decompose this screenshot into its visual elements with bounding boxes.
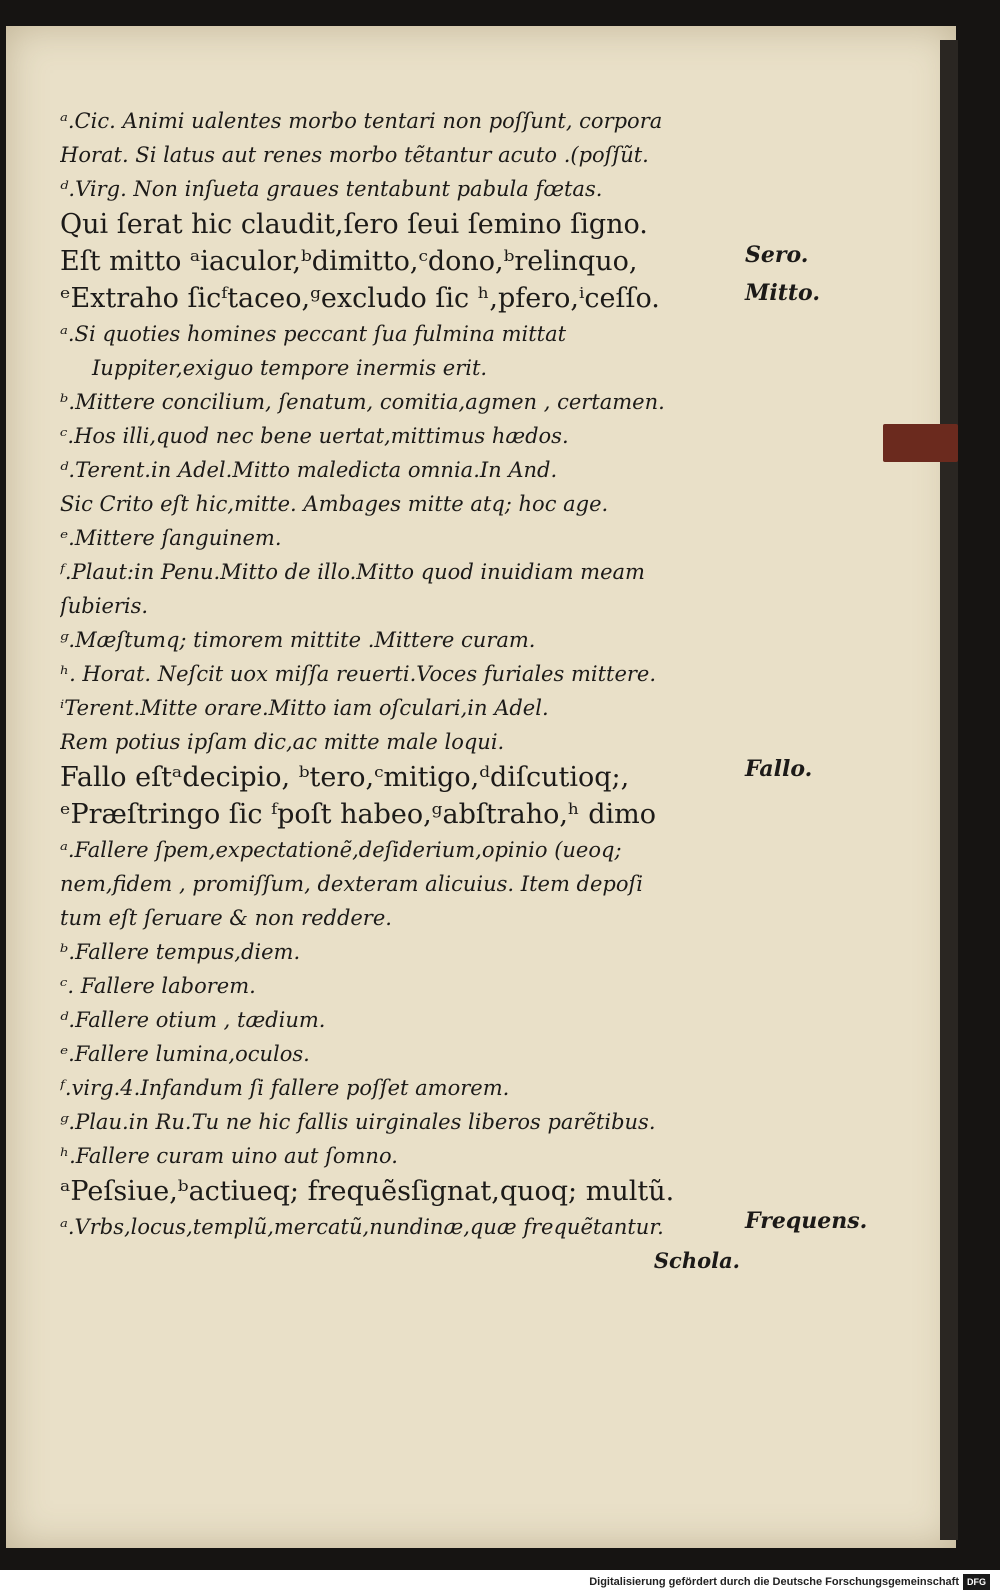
text-line: nem,fidem , promiſſum, dexteram alicuius. Item depoſi xyxy=(60,872,643,896)
text-line: ᵍ.Mæſtumq; timorem mittite .Mittere curam. xyxy=(60,628,536,652)
text-line: ᶜ.Hos illi,quod nec bene uertat,mittimus hædos. xyxy=(60,424,569,448)
text-line: ᵉExtraho ſicᶠtaceo,ᵍexcludo ſic ʰ,pfero,ⁱceſſo. xyxy=(60,283,660,314)
text-line: ᵃPeſsiue,ᵇactiueq; frequẽsſignat,quoq; multũ. xyxy=(60,1176,675,1207)
text-line: ᵃ.Vrbs,locus,templũ,mercatũ,nundinæ,quæ frequẽtantur. xyxy=(60,1215,664,1239)
text-line: ʰ. Horat. Neſcit uox miſſa reuerti.Voces furiales mittere. xyxy=(60,662,657,686)
text-line: ᵇ.Mittere concilium, ſenatum, comitia,agmen , certamen. xyxy=(60,390,665,414)
text-line: ᵉPræſtringo ſic ᶠpoſt habeo,ᵍabſtraho,ʰ dimo xyxy=(60,799,656,830)
text-line: ᵃ.Cic. Animi ualentes morbo tentari non poſſunt, corpora xyxy=(60,109,663,133)
text-line: ᶠ.virg.4.Infandum ſi fallere poſſet amorem. xyxy=(60,1076,510,1100)
margin-note-fallo: Fallo. xyxy=(745,756,813,782)
text-line: Sic Crito eſt hic,mitte. Ambages mitte atq; hoc age. xyxy=(60,492,609,516)
text-line: ſubieris. xyxy=(60,594,149,618)
text-line: ʰ.Fallere curam uino aut ſomno. xyxy=(60,1144,398,1168)
text-line: ᵍ.Plau.in Ru.Tu ne hic fallis uirginales liberos parẽtibus. xyxy=(60,1110,656,1134)
text-line: Qui ſerat hic claudit,ſero ſeui ſemino ſigno. xyxy=(60,209,648,240)
margin-note-sero: Sero. xyxy=(745,242,809,268)
text-line: ᵈ.Virg. Non inſueta graues tentabunt pabula fœtas. xyxy=(60,177,603,201)
text-line: ᵉ.Fallere lumina,oculos. xyxy=(60,1042,310,1066)
page-marker-tab xyxy=(883,424,958,462)
text-line: tum eſt ſeruare & non reddere. xyxy=(60,906,392,930)
text-line: ᵈ.Fallere otium , tædium. xyxy=(60,1008,326,1032)
text-line: ᵇ.Fallere tempus,diem. xyxy=(60,940,301,964)
catchword: Schola. xyxy=(653,1248,740,1273)
dfg-logo: DFG xyxy=(963,1574,990,1590)
text-line: ᵈ.Terent.in Adel.Mitto maledicta omnia.In And. xyxy=(60,458,558,482)
text-line: Rem potius ipſam dic,ac mitte male loqui. xyxy=(60,730,505,754)
text-line: Eſt mitto ᵃiaculor,ᵇdimitto,ᶜdono,ᵇrelinquo, xyxy=(60,246,638,277)
text-line: ⁱTerent.Mitte orare.Mitto iam oſculari,in Adel. xyxy=(60,696,549,720)
text-line: ᵉ.Mittere ſanguinem. xyxy=(60,526,282,550)
book-edge xyxy=(940,40,958,1540)
text-line: ᵃ.Si quoties homines peccant ſua fulmina mittat xyxy=(60,322,567,346)
footer-bar xyxy=(0,1570,1000,1594)
text-line: ᶠ.Plaut:in Penu.Mitto de illo.Mitto quod inuidiam meam xyxy=(60,560,645,584)
text-line: Fallo eſtᵃdecipio, ᵇtero,ᶜmitigo,ᵈdiſcutioq;, xyxy=(60,762,630,793)
footer-credit: Digitalisierung gefördert durch die Deutsche Forschungsgemeinschaft xyxy=(589,1576,959,1588)
text-line: ᶜ. Fallere laborem. xyxy=(60,974,256,998)
text-line: Iuppiter,exiguo tempore inermis erit. xyxy=(92,356,488,380)
text-line: Horat. Si latus aut renes morbo tẽtantur acuto .(poſſũt. xyxy=(60,143,649,167)
page-text xyxy=(60,104,760,1278)
margin-note-frequens: Frequens. xyxy=(745,1208,868,1234)
text-line: ᵃ.Fallere ſpem,expectationẽ,deſiderium,opinio (ueoq; xyxy=(60,838,622,862)
margin-note-mitto: Mitto. xyxy=(745,280,820,306)
